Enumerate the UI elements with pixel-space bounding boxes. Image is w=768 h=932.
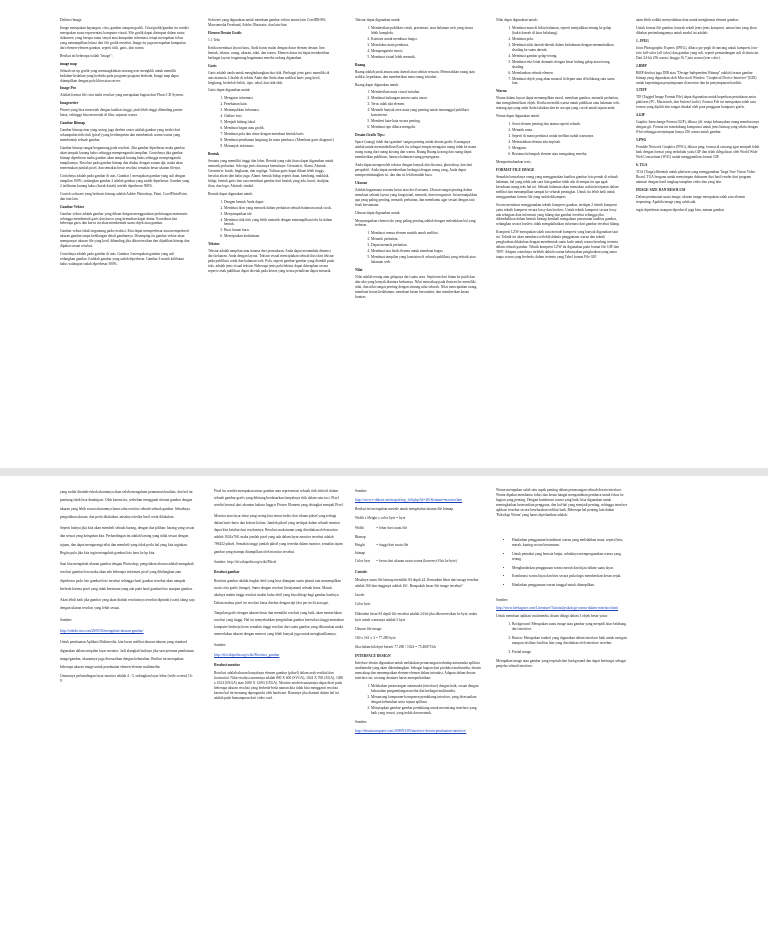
paragraph: Software yang digunakan untuk membuat gambar vektor antara lain CorelDRAW, Macromedia Freehand, Adobe Illustrator, dan lain-lain. <box>208 18 326 27</box>
calculation-line: Ukuran file image: <box>355 626 383 631</box>
paragraph: Mempertimbankan tesis. <box>496 159 532 164</box>
column-5 <box>636 18 760 458</box>
list-item: 1. Background: Merupakan suatu image atau gambar yang menjadi latar belakang dari interface. <box>512 622 628 632</box>
source-link[interactable]: http://rohidicitra.com/2009/03/mengubah-ukuran-gambar/ <box>60 628 144 633</box>
list-item: 1. Mengatur informasi. <box>224 96 334 101</box>
paragraph: 1.1 Teks <box>208 37 221 42</box>
numbered-list <box>355 90 479 130</box>
list-item: 2. Button: Merupakan tombol yang digunakan dalam interface baik untuk navigasi maupun fasilitas-fasilitas lain yang disediakan oleh interface tersebut. <box>512 636 628 646</box>
page-separator <box>0 468 768 476</box>
list-item: 2. Merancang komponen-komponen pendukung interface, yang disesuaikan dengan kebutuhan serta tujuan aplikasi. <box>371 695 481 705</box>
numbered-list <box>355 684 481 716</box>
list-item: 1. Memberikan publikasi cetak, presentasi, atau halaman web yang terasa lebih kompleks. <box>371 26 479 36</box>
paragraph: Berikut ini merupakan metode untuk mengetahui ukuran file bitmap. <box>355 507 454 512</box>
source-label: Sumber: <box>496 598 509 603</box>
list-intro: Warna dapat digunakan untuk: <box>496 114 540 119</box>
list-item: 1. Dengan bentuk Anda dapat: <box>224 200 334 205</box>
list-item: 5. Mengatur. <box>512 146 620 151</box>
list-intro: Ukuran dapat digunakan untuk: <box>355 210 401 215</box>
list-item: 4. Membuat gambar gelap-terang. <box>512 54 620 59</box>
paragraph: Image merupakan bayangan, citra, gambar ataupun grafik. Citra/grafik/gambar itu sendiri merupakan suatu representasi komputer visual. File grafik dapat disimpan dalam suatu dokumen, yang berupa suatu sinyal atau kumpulan informasi, tetapi merupakan fokus yang menampilkan lokasi dari file grafik tersebut. Image itu juga merupakan kumpulan dari elemen-elemen gambar, seperti titik, garis, dan warna. <box>60 25 189 50</box>
source-line: Sumber: http://id.wikipedia.org/wiki/Piksel <box>214 559 277 564</box>
section-heading: Tekstur <box>208 242 220 247</box>
table-row: bitmap <box>355 550 365 555</box>
section-heading: IMAGE SIZE DAN RESOLUSI <box>636 187 686 192</box>
table-row: Bitmap <box>355 534 366 539</box>
paragraph: TGA (Targa) dibentuk untuk platform yang menggunakan Targa True Vision Video Board. TGA berguna untuk menyimpan dokumen dari hasil render dari program animasi dengan hasil tangkap tampilan video dan yang lain. <box>636 169 756 184</box>
list-item: 3. Membuat nilai daerah-daerah dalam kedalaman dengan menambahkan shading ke suatu daerah. <box>512 43 620 53</box>
list-item: 5. Buat format baru. <box>224 228 334 233</box>
column-1 <box>60 488 196 928</box>
source-link[interactable]: http://www.berbagisei.com/Literature/Tutorial/psikologi-warna-dalam-interface.html <box>496 606 619 611</box>
paragraph: Resolusi gambar adalah tingkat detil yang bisa ditangani suatu pitanti saat menampilkan suatu citra grafis (image). Sama dengan resolusi (ketajaman) sebuah lensa. Masuk akalnya makin tinggi resolusi makin halus detil yang bisa dibagi-bagi gambar hasilnya. Dalam makna pixel ini resolusi biasa disebut dengan dpi (dot per inch) atau ppi. <box>214 579 341 605</box>
term-heading: Image Pro <box>60 86 77 91</box>
paragraph: Tekstur adalah tampilan atau nuansa dari permukaan. Anda dapat menambah dimensi dari keluaran. Anda dengan layout. Tekstur visual menciptakan sebuah ilusi dari tekstur pada publikasi cetak dan halaman web. Pola, seperti gambar-gambar yang diambil pada teks, adalah jenis visual tekstur. Beberapa jenis pola/tekstur dapat diterapkan secara seperti cetak publikasi dapat dicetak pada kertas yang terasa penulisan dapat menarik. <box>208 249 334 274</box>
paragraph: ingin diperbesar maupun diperkecil juga bisa, namun gambar <box>636 207 725 212</box>
list-item: 1. Membuat semua elemen mudah untuk melihat. <box>371 231 479 236</box>
paragraph: Gambar bitmap atau yang sering juga disebut raster adalah gambar yang terdiri dari sekumpulan titik-titik (pixel) yang berdempetan dan membentuk warna warna yang membentuk sebuah gambar. <box>60 128 181 143</box>
list-item: 7. Membuat objek yang akan muncul di depan atau di belakang satu sama lain. <box>512 77 620 87</box>
list-item: 3. Menyiapkan gambar-gambar pendukung untuk merancang interface yang baik yang sesuai, yang indah dan menarik. <box>371 706 481 716</box>
example-heading: Contoh: <box>355 569 368 574</box>
paragraph: BMP disebut juga DIB atau "Design-Independent Bitmap" adalah format gambar bitmap yang digunakan oleh Microsoft Window "Graphical Device Interface"(GDI) untuk kepentingan penyimpanan di monitor dan ke penyimpanan hardisk. <box>636 70 757 85</box>
paragraph: Berikut ini beberapa istilah "image": <box>60 53 113 58</box>
paragraph: Monitor atau layar datar yang sering kita temui terdiri dari ribuan piksel yang terbagi dalam baris-baris dan kolom-kolom. Jumlah piksel yang terdapat dalam sebuah monitor dapat kita ketahui dari resolusinya. Resolusi maksimum yang disediakan oleh monitor adalah 1024x768, maka jumlah pixel yang ada dalam layar monitor tersebut adalah 786432 piksel. Semakin tinggi jumlah piksel yang tersedia dalam monitor, semakin tajam gambar yang mampu ditampilkan oleh monitor tersebut. <box>214 513 343 554</box>
numbered-list <box>208 200 334 240</box>
list-item: 2. Menarik mata. <box>512 128 620 133</box>
paragraph: Anda dapat memperoleh tekstur dengan banyak alat ilustrasi, photoshop, dan dari perspektif. Anda dapat memberikan berbagai dengan ruang yang, Anda dapat mempertimbangkan isi, dan dan isi lebih mudah baca. <box>355 162 473 177</box>
list-item: 5. Memberi kata-kata secara penting. <box>371 119 479 124</box>
paragraph: Semakin banyaknya orang yang menggunakan kualitas gambar foto penuh di sebuah halaman, hal yang tidak ada cara lain gambar tidak ada di tempat itu apa agak kesediaan ruang teks hal ini. Sebuah halaman akan memakan waktu kecepatan dalam melihat dan menampilkan sampai ke seluruh perangkat. Untuk itu lebih baik untuk menggunakan format file yang sudah dikompres. <box>496 174 619 199</box>
tip-heading: Desain Grafis Tips: <box>355 133 385 138</box>
paragraph: Sebuah set up grafik yang memungkinkan seorang user mengklik untuk memilih kedalam-kedalam yang berbeda pada program-program berbeda. Image map dapat ditampilkan dengan pola klien atau server. <box>60 68 179 83</box>
section-heading: Resolusi gambar <box>214 569 240 574</box>
column-2 <box>214 488 344 928</box>
list-item: 5. Menjadi bidang fokal. <box>224 120 334 125</box>
paragraph: Space (ruang) tidak dari gambar! sangat penting untuk desain grafis. Kurangnya adalah untuk mensimbolkan Kursi itu sebagai tempat mengatur ruang tidak ke mana ruang ruang dari ruang kosong dan warna. Ruang Ruang kosong dan ruang dapat memberikan publikasi, lainnya halaman ruang penyegaran. <box>355 140 477 159</box>
list-item: 3. Menunjukkan informasi. <box>224 108 334 113</box>
source-label: Sumber: <box>60 617 73 622</box>
section-heading: Bentuk <box>208 152 220 157</box>
paragraph: Adalah format file citra multi resolusi yang merupakan bagian dari Photo CD System. <box>60 93 184 98</box>
paragraph: Graphic Interchange Format (GIF), dibaca jiff, tetapi kebanyakan orang membacanya dengan gif. Format ini mendukung komputasi untuk jenis bitmap yang selalu dengan 8-bit sehingga menyimpan hanya 256 warna untuk gambar. <box>636 120 759 135</box>
section-heading: Warna <box>496 89 507 94</box>
section-heading: Nilai <box>355 268 363 273</box>
numbered-list <box>496 26 620 86</box>
format-heading: 3.TIFF <box>636 88 647 93</box>
paragraph: Tampilan grafis dengan ukuran besar dan memiliki resolusi yang baik, akan memerlukan resolusi yang tinggi. Hal ini menyebabkan pengolahan gambar beresolusi tinggi memakan komputer berkerja keras semakin tinggi resolusi dari suatu gambar yang diharuskan maka memerlukan ukuran dengan memori yang lebih banyak juga untuk menghasilkannya. <box>214 610 344 637</box>
paragraph: Ketika membuat layout baru, Anda harus mulai dengan dasar elemen desain: line, bentuk, tekstur, ruang, ukuran, nilai, dan warna. Elemen dasar ini dapat memberikan berbagai layout tergantung bagaimana mereka sedang digunakan. <box>208 45 330 60</box>
list-item: 2. Penekanan kata. <box>224 102 334 107</box>
paragraph: Contohnya adalah pada gambar di atas. Gambar 1 merupakan gambar yang asli dengan tampilan 100%, sedangkan gambar 2 adalah gambar yang sudah diperbesar. Gambar yang 2 terlihatan kurang halus (kotak-kotak) setelah diperbesar 500%. <box>60 173 190 188</box>
paragraph: Printer yang bisa mencetak dengan kualitas tinggi, jauh lebih tinggi dibanding printer biasa, sehingga bisa mencetak di film, separasi warna. <box>60 108 183 118</box>
paragraph: Kompresi LZW merupakan salah satu metode kompresi yang banyak digunakan saat ini. Teknik ini akan membaca terlebih dahulu penggunaan warna dan teknik pengkodean dilakukan dengan membentuk suatu kode untuk warna berulang tertentu dalam sebuah gambar. Teknik kompresi LZW ini digunakan pada format file GIF dan TIFF. Adapun contohnya terlebih dahulu warna kebanyakan pengkodean yang sama tanpa warna yang berbeda, dalam tertentu yang Tabel format File GIF. <box>496 230 619 260</box>
paragraph: Menyampaikan elemen ide yang paling penting adalah dengan meletakkan hal yang terbesar. <box>355 218 476 228</box>
column-4 <box>496 18 620 458</box>
list-item: 3. Partial image <box>512 650 628 655</box>
format-heading: 2.BMP <box>636 63 647 68</box>
paragraph: Akan lebih baik jika gambar yang akan diubah resolusinya tersebut dipindai (scan) ulang saja dengan ukuran resolusi yang lebih sesuai. <box>60 598 195 611</box>
list-item: 6. Membuat bagan atau grafik. <box>224 126 334 131</box>
paragraph: Ruang adalah jarak antara atau daerah atau sekitar sesuatu. Memisahkan ruang atau sedikit, kepadatan, dan memberikan mata ruang istirahat. <box>355 69 475 79</box>
paragraph: Merupakan image atau gambar yang terpisah dari background dan dapat berfungsi sebagai penjelas sebuah interface. <box>496 659 627 668</box>
paragraph: Misalnya suatu file bitmap memiliki 84 depth 24. Kemudian lebar dari image tersebut adalah 160 dan tingginya adalah 161. Berapakah besar file image tersebut? <box>355 578 479 589</box>
list-item: 3. Dapat menarik perhatian. <box>371 243 479 248</box>
numbered-list <box>496 622 628 655</box>
source-link[interactable]: http://id.wikipedia.org/wiki/Resolusi_gambar <box>214 652 280 657</box>
calculation-line: Jika dalam kilobyte berarti 77.280 / 1024 = 75,46875 kb <box>355 644 436 649</box>
list-item: 4. Membuat tata letak elemen untuk membuat bagus. <box>371 249 479 254</box>
calculation-line: Diketahui besar 84 depth file tersebut adalah 24 bit jika dikonversikan ke byte, maka byte untuk warnanya adalah 3 byte. <box>355 611 477 622</box>
section-heading: FORMAT FILE IMAGE <box>496 167 535 172</box>
term-heading: Imagesetter <box>60 101 79 106</box>
list-item: • Untuk pemakai yang berusia lanjut, sebaiknya mempergunakan warna yang terang. <box>512 552 628 562</box>
list-item: 5. Membuat visual lebih menarik. <box>371 55 479 60</box>
paragraph: Joint Photographic Experts (JPEG), dibaca jay-pegh di rancang untuk kompresi foto-foto full-color (all color) dan gambar yang asli, seperti pemandangan asli di dunia ini. Dari 24-bit 256 warna, hingga 16.7 juta warna (true color). <box>636 45 760 60</box>
paragraph: Portable Network Graphics (PNG), dibaca ping: format di rancang agar menjadi lebih baik dengan format yang terdahulu yaitu GIF dan telah dilegalisasi oleh World Wide Web Consortium (W3C) untuk menggantikan format GIF. <box>636 145 760 159</box>
source-label: Sumber: <box>355 719 368 724</box>
section-heading: Resolusi monitor <box>214 662 241 667</box>
list-item: 8. Membuat penekanan langsung ke mata pembaca. (Membuat garis diagonal.) <box>224 138 334 143</box>
list-item: 6. Menciptakan kedalaman. <box>224 234 334 239</box>
table-row: Width = lebar dari suatu file <box>355 526 408 531</box>
paragraph: Garis adalah tanda untuk menghubungkan dua titik. Berbagai jenis garis memiliki di atas manusia. Likalah di sekitar Anda dan Anda akan melihat baris yang kecil, lengkung, berbelok-belok, tipis, tebal, dan titik-titik. <box>208 70 330 85</box>
section-title: Definisi Image <box>60 18 82 22</box>
list-item: 4. Memisahkan elemen ada terpisah. <box>512 140 620 145</box>
list-item: 4. Outline foto. <box>224 114 334 119</box>
bullet-list <box>496 538 628 589</box>
column-1 <box>60 18 190 458</box>
paragraph: Adalah bagaimana sesuatu besar atau kecil sesuatu. Ukuran sangat penting dalam membuat sebuah layout yang fungsional, menarik, dan terorganisir. Ini menunjukkan apa yang paling penting, menarik perhatian, dan membantu agar sesuai dengan tata letak bersamaan. <box>355 187 478 207</box>
list-item: 3. Terus tidak ada elemen. <box>371 102 479 107</box>
format-heading: 6. TGA <box>636 162 648 167</box>
paragraph: Gambar vektor adalah gambar yang dibuat dengan menggunakan perhitungan matematis sehingga membentuk garis dan kurva yang kemudian dapat diatur. Koordinat dari beberapa garis dan kurva ini akan membentuk suatu objek atau gambar. <box>60 211 188 226</box>
paragraph: Untuk format file gambar, banyak sekali jenis-jenis kompresi, antara lain yang akan dibahas pertimbangannya untuk modul ini adalah: <box>636 25 757 35</box>
document-page-bottom <box>0 476 768 932</box>
list-item: 6. Bersama kelompok elemen atau mengulang mereka. <box>512 152 620 157</box>
paragraph: Interface desain digunakan untuk melakukan perancangan terhadap antarmuka aplikasi multimedia yang akan dikembangkan. Sebagai bagian dari produksi multimedia, desain mencakup dan menempatkan elemen-elemen dalam interaksi. Adapun dalam desain interface ini, seorang desainer harus memperhatikan: <box>355 661 481 681</box>
source-link[interactable]: http://desaincomputer.com/2009/03/09/interface-desain-pembuatan-interface/ <box>355 728 467 733</box>
term-heading: image map <box>60 61 77 66</box>
paragraph: Warna merupakan salah satu aspek penting dalam perancangan sebuah desain interface. Warna dipakai membantu fokus dan kesan hangat mengarahkan pembaca untuk fokus ke bagian yang penting. Dengan kombinasi warna yang baik, bisa digunakan untuk meningkatkan ketertarikan pengguna, dan hal-hal yang menjadi penting, sehingga interface aplikasi tersebut secara keseluruhan terlihat baik. Beberapa hal penting lain dalam 'Psikologi Warna' yang harus diperhatikan adalah: <box>496 488 628 517</box>
list-item: 5. Membuat tampilan yang konsisten di seluruh publikasi yang terbaik atau halaman web. <box>371 255 479 265</box>
formula: Width x Height x color byte = byte <box>355 516 406 521</box>
paragraph: Dalam pembuatan suatu image, ukuran image merupakan salah satu elemen terpenting. Apabila image yang salah ada. <box>636 194 745 204</box>
list-item: 9. Menunjuk informasi. <box>224 144 334 149</box>
paragraph: Seperti halnya jika kita akan membeli sebuah barang, dengan dua pilihan: barang yang sesuai dan sesuai yang keinginan kita. Perbandingan ini adalah barang yang tidak sesuai dengan tujuan, dan dapat mengurangi nilai dan membeli yang tidak perlu hal yang kita inginkan. Begitu pula jika kita ingin mengubah gambar/foto baru ke hp kita. <box>60 526 195 555</box>
list-item: 3. Seperti di mana pembaca untuk melihat sudah warnanya. <box>512 134 620 139</box>
paragraph: Pixel itu sendiri merupakan unsur gambar atau representasi sebuah titik terkecil dalam sebuah gambar grafis yang dihitung berdasarkan banyaknya titik dalam satu inci. Pixel sendiri berasal dari akronim bahasa Inggris Picture Element yang disingkat menjadi Pixel. <box>214 489 344 508</box>
paragraph: yang sudah dirubah-rubah ukurannya akan selalu mengalami penurunan kualitas, dan hal ini pentinng tidak bisa dianitipasi. Oleh karena itu, sesbelum mengganti ukuran gambar dengan ukuran yang lebih sesuai ukurannya harus tahu resolusi sebuah-sebuah gambar. Sebaiknya pengolahan ukuran, dan perlu dilakukan, misalnya ketika hasil cetak dilakukan. <box>60 490 193 519</box>
paragraph: Sesuatu yang memiliki tinggi dan lebar. Bentuk yang valu biasa dapat digunakan untuk menarik perhatian. Ada tiga jenis dasarnya bentuknya: Geometris, Alami, Abstrak. Geometris: kotak, lingkaran, dan segitiga. Tulisan garis dapat dibuat lebih tinggi, bersifat aliran dan halus juga. Alami: bentuk hidup seperti daun, kembang, mahkluk hidup; bentuk garis dan cara membuat gambar dari bentuk yang ada, huruf, skulptur, ikon, dan logo. Abstrak: simbol. <box>208 158 334 188</box>
list-intro: Ruang dapat digunakan untuk: <box>355 82 400 87</box>
paragraph: Gambar vektor tidak tergantung pada resolusi. Kita dapat memperbesar atau memperkecil ukuran gambar tanpa kehilangan detail gambarnya. Disamping itu gambar vektor akan mempunyai ukuran file yang kecil dibanding jika dikonversikan dan dijadikan bitmap dan dipakai sesuai resolusi. <box>60 229 190 249</box>
section-heading: Ukuran <box>355 180 367 185</box>
list-item: 1. Membuat mata di bikin halaman, seperti menjadikan tenang ke gelap (bukit daerah di latar belakang). <box>512 26 620 36</box>
list-item: 7. Membuat pola dan ritme dengan membuat bentuk baris. <box>224 132 334 137</box>
list-item: 1. Sorot elemen penting dan utama seperti sebuah. <box>512 122 620 127</box>
list-item: 5. Membuat teks letak dramatis dengan besar bidang gelap atau terang shading. <box>512 60 620 70</box>
list-item: • Menghindarkan penggunaan warna merah dan hijau dalam suatu layar. <box>512 566 628 571</box>
definition-table <box>355 524 463 565</box>
paragraph: TIF (Tagged Image Format File) dapat digunakan untuk keperluan pertukaran antar platform (PC, Macintosh, dan Sistem Grafis). Format File ini merupakan salah satu format yang dipilih dan sangat disukai oleh para pengguna komputer grafis. <box>636 95 756 110</box>
list-item: • Kombinasi warna hijau dan biru secara psikologis memberikan kesan sejuk. <box>512 574 628 579</box>
list-item: 2. Membuat ikon yang menarik dalam perhatian sebuah halaman untuk stock. <box>224 206 334 211</box>
section-heading: Garis <box>208 63 217 68</box>
numbered-list <box>496 122 620 157</box>
column-4 <box>496 488 628 928</box>
paragraph: Secara mendasar menggunakan teknik kompresi gambar, terdapat 2 teknik kompresi yaitu teknik kompresi secara lossy dan lossless. Untuk teknik kompresi secara lossy ada sebagian data informasi yang hilang dan gambar tersebut sehingga jika dikembalikan dalam bentuk bitmap kembali mengalami penurunan kualitas gambar, sedangkan secara lossless tidak mengakibatkan informasi dari gambar tersebut hilang. <box>496 202 620 227</box>
list-item: 6. Menekankan sebuah elemen. <box>512 71 620 76</box>
format-heading: 1. JPEG <box>636 38 649 43</box>
numbered-list <box>355 26 479 60</box>
list-intro: Bentuk dapat digunakan untuk: <box>208 191 254 196</box>
section-heading: Gambar Vektor <box>60 204 85 209</box>
list-item: 2. Kontrast untuk membuat fungsi. <box>371 37 479 42</box>
paragraph: Gambar bitmap sangat bergantung pada resolusi. Jika gambar diperbesar maka gambar akan tampak kurang halus sehingga mempengaruhi tampilan. Contohnya jika gambar bitmap diperbesar maka gambar akan tampak kurang halus sehingga mempengaruhi tampilannya. Resolusi pada gambar bitmap dan diukur dengan satuan dpi, maka akan menentukan jumlah pixel, dan semakin besar resolusi semakin besar ukuran filenya. <box>60 146 185 170</box>
list-item: 1. Memberikan mata visual istirahat. <box>371 90 479 95</box>
paragraph: Contohnya adalah pada gambar di atas. Gambar 3 merupakan gambar yang asli sedangkan gambar 4 adalah gambar yang sudah diperbesar. Gambar 4 masih kelihatan halus walaupun sudah diperbesar 500%. <box>60 252 184 267</box>
source-label: Sumber: <box>355 489 368 493</box>
paragraph: Contoh software yang berbasis bitmap adalah Adobe Photoshop, Paint, CorelPhotoPaint, dan lain lain. <box>60 191 188 201</box>
format-heading: 4.GIF <box>636 113 646 118</box>
list-item: 4. Menarik banyak area mata yang penting untuk menunggal publikasi konsistensi. <box>371 108 479 118</box>
table-row: Height = tinggi dari suatu file <box>355 542 409 547</box>
numbered-list <box>208 96 334 149</box>
list-intro: Nilai dapat digunakan untuk: <box>496 18 538 22</box>
calculation-line: Color byte <box>355 602 371 607</box>
numbered-list <box>355 231 479 265</box>
paragraph: Untuk membuat aplikasi multimedia, disain dibagi dalam 3 objek besar yaitu: <box>496 614 608 619</box>
paragraph: Untuk pembuatan Aplikasi Multimedia, kita harus melihat ukuran-ukuran yang standard digunakan dalam tampilan layar monitor. Jadi alangkah baiknya jika saat pertama pembuatan image/gambar, ukurannya juga disesuaikan dengan kebutuhan. Berikut ini merupakan beberapa ukuran image untuk pembuatan elemen-elemen multimedia: <box>60 640 194 670</box>
column-2 <box>208 18 334 458</box>
answer-label: Jawab: <box>355 593 365 598</box>
list-item: 3. Memfokus mata pembaca. <box>371 43 479 48</box>
column-3 <box>355 488 481 928</box>
section-heading: INTERFACE DESIGN <box>355 654 391 659</box>
section-heading: Elemen Desain Grafis <box>208 30 242 35</box>
list-item: 4. Membuat titik titik yang lebih menarik dengan menampilkan teks ke dalam bentuk. <box>224 218 334 228</box>
list-item: 3. Menyampaikan ide. <box>224 212 334 217</box>
list-intro: Tekstur dapat digunakan untuk: <box>355 18 401 22</box>
source-link[interactable]: http://www.e-dukasi.net/mapok/mp_full.php?id=201&fname=monitor.htm <box>355 498 463 503</box>
list-item: 6. Membuat tipe dibaca mengalir. <box>371 125 479 130</box>
column-3 <box>355 18 479 458</box>
paragraph: akan lebih sedikit menyediakan data untuk menghemat elemen gambar. <box>636 18 739 22</box>
list-item: • Hindarkan penggunaan warna tunggal untuk ditampilkan. <box>512 583 628 588</box>
paragraph: Resolusi adalah ukuran banyaknya elemen gambar (piksel) dalam arah vertikal dan horizontal. Nilai resolusi umumnya adalah 800 X 600 (SVGA), 1024 X 768 (XGA), 1280 x 1024 (SXGA) atau 1600 X 1200 (UXGA). Monitor modern umumnya dapat diset pada beberapa ukuran resolusi yang berbeda-beda namun kita tidak bisa mengganti resolusi karena hal ini memang dipengaruhi oleh hardware. Biasanya jika diamati dalam hal ini adalah pada kemampuan dari video card. <box>214 671 344 701</box>
section-heading: Ruang <box>355 62 366 67</box>
paragraph: Saat kita mengubah ukuran gambar dengan Photoshop, pengolahan ukuran adalah mengubah resolusi gambar/foto maka akan ada beberapa informasi pixel yang dihilangkan atau diperbesar pada foto gambar/foto tersebut sehingga hasil gambar tersebut akan nampak berbeda karena pixel yang tidak beraturan yang ada pada hasil gambar/foto ataupun gambar. <box>60 562 194 591</box>
list-item: • Hindarkan penggunaan kombinasi warna yang melelahkan mata, seperti biru, merah, kuning secara bersamaan. <box>512 538 628 548</box>
paragraph: Warna dalam layout dapat menampilkan mood, membuat gambar, menarik perhatian, dan mengidentifikasi objek. Ketika memilih warna untuk publikasi atau halaman web, tentang apa yang anda Anda lakukan dan ke ara apa yang cocok untuk tujuan anda. <box>496 96 620 111</box>
paragraph: Nilai adalah terang atau gelapnya dari suatu area. Sepiterun dari hitam ke putih dan abu-abu yang banyak diantara keduanya. Nilai mencakup pada ilustrasi ke memiliki nilai, dan nilai sangat penting dengan tentang nilai seluruh. Nilai menciptakan ruang, membuat kesan kedalaman, membuat kesan bersumber, dan memberikan kesan kontras. <box>355 275 478 299</box>
section-heading: Gambar Bitmap <box>60 121 86 126</box>
list-intro: Garis dapat digunakan untuk: <box>208 88 251 93</box>
list-item: 2. Membuat hubungan antara suatu unsur. <box>371 96 479 101</box>
list-item: 1. Melakukan perancangan antarmuka (interface) dengan baik, sesuai dengan kebutuhan pengembangan media dan berbagai multimedia. <box>371 684 481 694</box>
format-heading: 5.PNG <box>636 138 647 143</box>
calculation-line: 160 x 161 x 3 = 77.280 byte <box>355 635 396 640</box>
paragraph: Umumnya perbandingan layar monitor adalah 4 : 3, sedangkan layar lebar (wide screen) 16 : 9. <box>60 674 194 684</box>
list-item: 4. Mempengaruhi emosi. <box>371 49 479 54</box>
list-item: 2. Menarik perhatian. <box>371 237 479 242</box>
source-label: Sumber: <box>214 642 227 647</box>
list-item: 2. Membuat pola. <box>512 37 620 42</box>
table-row: Color byte = besar dari ukuran suatu warna (konversi 8 bit ke byte) <box>355 558 457 563</box>
